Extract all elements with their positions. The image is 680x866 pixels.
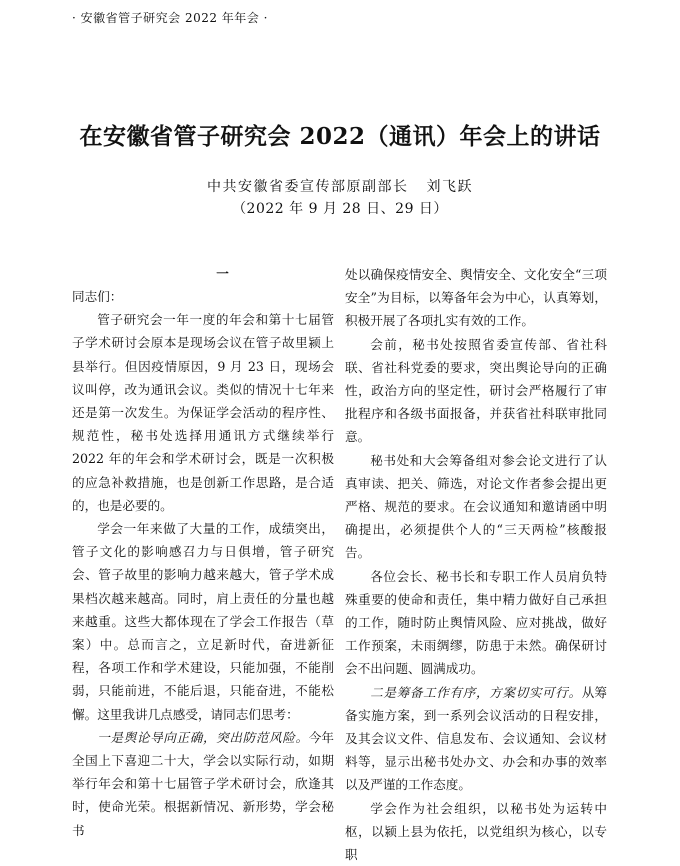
paragraph: 秘书处和大会筹备组对参会论文进行了认真审读、把关、筛选，对论文作者参会提出更严格、规范的要求。在会议通知和邀请函中明确提出，必须提供个人的“三天两检”核酸报告。 <box>345 452 607 561</box>
section-mark: 一 <box>216 266 229 281</box>
paragraph <box>72 726 334 842</box>
speech-date: （2022 年 9 月 28 日、29 日） <box>232 201 448 217</box>
byline <box>0 176 680 196</box>
point-heading: 一是舆论导向正确，突出防范风险。 <box>97 729 309 745</box>
salutation: 同志们： <box>72 289 123 304</box>
author-position: 中共安徽省委宣传部原副部长 <box>207 179 409 195</box>
paragraph: 管子研究会一年一度的年会和第十七届管子学术研讨会原本是现场会议在管子故里颍上县举行。但因疫情原因，9 月 23 日，现场会议叫停，改为通讯会议。类似的情况十七年来还是第一次发生。为保证学会活动的程序性、规范性，秘书处选择用通讯方式继续举行 2022 年的年会和学术研讨会，既是一次积极的应急补救措施，也是创新工作思路，是合适的，也是必要的。 <box>72 312 334 513</box>
paragraph <box>345 681 607 797</box>
paragraph-text: 今年全国上下喜迎二十大，学会以实际行动，如期举行年会和第十七届管子学术研讨会，欣逢其时，使命光荣。根据新情况、新形势，学会秘书 <box>72 729 334 838</box>
left-column <box>72 263 334 842</box>
paragraph-text: 从筹备实施方案，到一系列会议活动的日程安排，及其会议文件、信息发布、会议通知、会议材料等，显示出秘书处办文、办会和办事的效率以及严谨的工作态度。 <box>345 684 607 793</box>
paragraph: 会前，秘书处按照省委宣传部、省社科联、省社科党委的要求，突出舆论导向的正确性，政治方向的坚定性，研讨会严格履行了审批程序和各级书面报备，并获省社科联审批同意。 <box>345 336 607 445</box>
paragraph: 各位会长、秘书长和专职工作人员肩负特殊重要的使命和责任，集中精力做好自己承担的工作，随时防止舆情风险、应对挑战，做好工作预案，未雨绸缪，防患于未然。确保研讨会不出问题、圆满成功。 <box>345 568 607 677</box>
author-name: 刘飞跃 <box>426 179 473 195</box>
paragraph: 学会作为社会组织，以秘书处为运转中枢，以颍上县为依托，以党组织为核心，以专职 <box>345 800 607 863</box>
running-head: · 安徽省管子研究会 2022 年年会 · <box>72 11 268 25</box>
point-heading: 二是筹备工作有序，方案切实可行。 <box>370 684 582 700</box>
article-title: 在安徽省管子研究会 2022（通讯）年会上的讲话 <box>79 123 601 150</box>
right-column <box>345 263 607 866</box>
paragraph: 学会一年来做了大量的工作，成绩突出，管子文化的影响感召力与日俱增，管子研究会、管子故里的影响力越来越大，管子学术成果档次越来越高。同时，肩上责任的分量也越来越重。这些大都体现在了学会工作报告（草案）中。总而言之，立足新时代，奋进新征程，各项工作和学术建设，只能加强，不能削弱，只能前进，不能后退，只能奋进，不能松懈。这里我讲几点感受，请同志们思考： <box>72 521 334 722</box>
paragraph: 处以确保疫情安全、舆情安全、文化安全“三项安全”为目标，以筹备年会为中心，认真筹划，积极开展了各项扎实有效的工作。 <box>345 267 607 329</box>
